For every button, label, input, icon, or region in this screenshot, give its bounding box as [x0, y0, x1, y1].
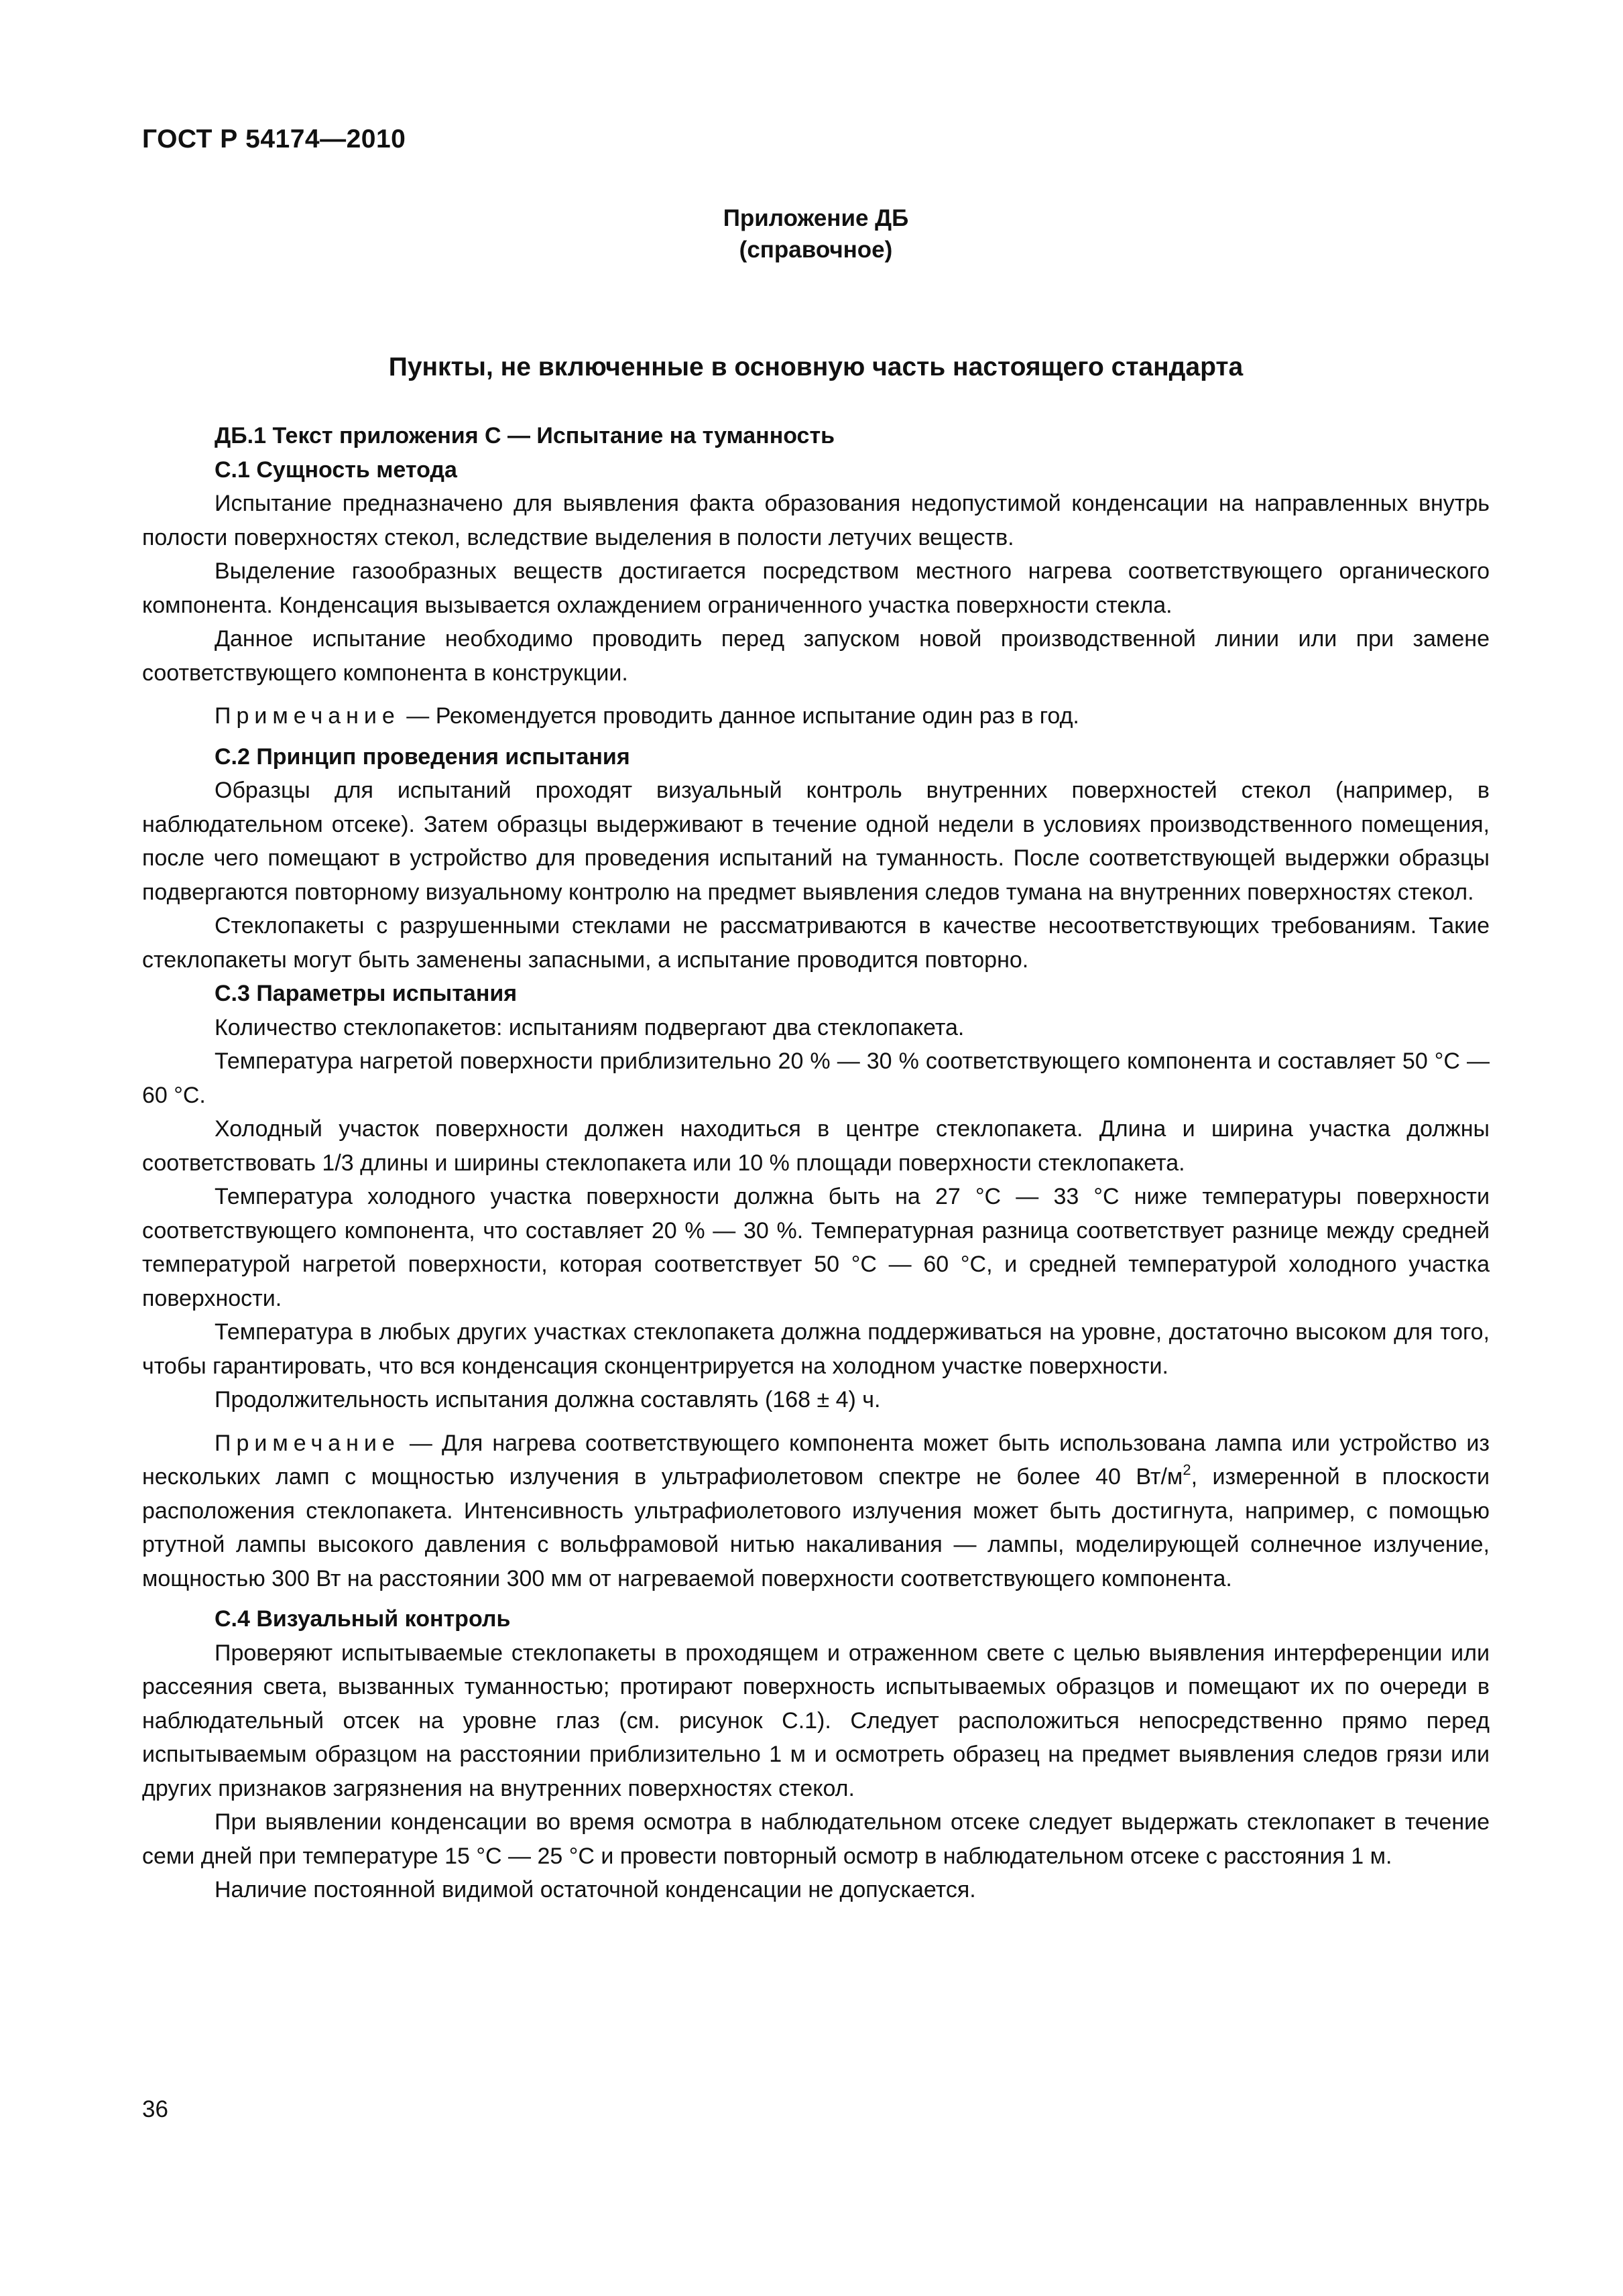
- document-code-header: ГОСТ Р 54174—2010: [142, 125, 406, 154]
- clause-c1-heading: С.1 Сущность метода: [215, 457, 457, 483]
- clause-c3-paragraph-1: Количество стеклопакетов: испытаниям подвергают два стеклопакета.: [215, 1014, 965, 1040]
- clause-c4-paragraph-1: Проверяют испытываемые стеклопакеты в проходящем и отраженном свете с целью выявления интерференции или рассеяния света, вызванных туманностью; протирают поверхность испытываемых образцов и помещают их по очереди в наблюдательный отсек на уровне глаз (см. рисунок С.1). Следует расположиться непосредственно прямо перед испытываемым образцом на расстоянии приблизительно 1 м и осмотреть образец на предмет выявления следов грязи или других признаков загрязнения на внутренних поверхностях стекол.: [142, 1640, 1490, 1801]
- clause-c4-paragraph-3: Наличие постоянной видимой остаточной конденсации не допускается.: [215, 1877, 976, 1902]
- appendix-title: Приложение ДБ: [723, 205, 909, 231]
- clause-c2-paragraph-2: Стеклопакеты с разрушенными стеклами не рассматриваются в качестве несоответствующих требованиям. Такие стеклопакеты могут быть заменены запасными, а испытание проводится повторно.: [142, 913, 1490, 973]
- note-label: Примечание: [215, 703, 400, 729]
- clause-db1-heading: ДБ.1 Текст приложения С — Испытание на туманность: [215, 423, 835, 448]
- document-body: [142, 419, 1490, 1907]
- clause-c1-paragraph-3: Данное испытание необходимо проводить перед запуском новой производственной линии или при замене соответствующего компонента в конструкции.: [142, 626, 1490, 686]
- note-superscript: 2: [1183, 1461, 1191, 1478]
- clause-c3-note: [142, 1427, 1490, 1596]
- clause-c3-paragraph-2: Температура нагретой поверхности приблизительно 20 % — 30 % соответствующего компонента и составляет 50 °С — 60 °С.: [142, 1048, 1490, 1108]
- clause-c2-paragraph-1: Образцы для испытаний проходят визуальный контроль внутренних поверхностей стекол (например, в наблюдательном отсеке). Затем образцы выдерживают в течение одной недели в условиях производственного помещения, после чего помещают в устройство для проведения испытаний на туманность. После соответствующей выдержки образцы подвергаются повторному визуальному контролю на предмет выявления следов тумана на внутренних поверхностях стекол.: [142, 778, 1490, 905]
- clause-c3-paragraph-3: Холодный участок поверхности должен находиться в центре стеклопакета. Длина и ширина участка должны соответствовать 1/3 длины и ширины стеклопакета или 10 % площади поверхности стеклопакета.: [142, 1116, 1490, 1176]
- clause-c4-heading: С.4 Визуальный контроль: [215, 1606, 511, 1632]
- clause-c3-heading: С.3 Параметры испытания: [215, 981, 518, 1006]
- clause-c1-paragraph-2: Выделение газообразных веществ достигается посредством местного нагрева соответствующего органического компонента. Конденсация вызывается охлаждением ограниченного участка поверхности стекла.: [142, 558, 1490, 618]
- clause-c1-note: [142, 699, 1490, 733]
- clause-c2-heading: С.2 Принцип проведения испытания: [215, 743, 630, 770]
- note-text-part-1: — Для нагрева соответствующего компонента может быть использована лампа или устройство из нескольких ламп с мощностью излучения в ультрафиолетовом спектре не более 40 Вт/м: [142, 1430, 1490, 1490]
- clause-c4-paragraph-2: При выявлении конденсации во время осмотра в наблюдательном отсеке следует выдержать стеклопакет в течение семи дней при температуре 15 °С — 25 °С и провести повторный осмотр в наблюдательном отсеке с расстояния 1 м.: [142, 1809, 1490, 1869]
- note-label: Примечание: [215, 1430, 400, 1456]
- page-number: 36: [142, 2096, 168, 2122]
- appendix-kind: (справочное): [739, 237, 893, 263]
- clause-c3-paragraph-5: Температура в любых других участках стеклопакета должна поддерживаться на уровне, достаточно высоком для того, чтобы гарантировать, что вся конденсация сконцентрируется на холодном участке поверхности.: [142, 1319, 1490, 1379]
- section-title: Пункты, не включенные в основную часть настоящего стандарта: [388, 353, 1244, 381]
- appendix-heading: [142, 202, 1490, 265]
- clause-c3-paragraph-6: Продолжительность испытания должна составлять (168 ± 4) ч.: [215, 1387, 881, 1412]
- clause-c1-paragraph-1: Испытание предназначено для выявления факта образования недопустимой конденсации на направленных внутрь полости поверхностях стекол, вследствие выделения в полости летучих веществ.: [142, 491, 1490, 550]
- note-text-part-2: , измеренной в плоскости расположения стеклопакета. Интенсивность ультрафиолетового излучения может быть достигнута, например, с помощью ртутной лампы высокого давления с вольфрамовой нитью накаливания — лампы, моделирующей солнечное излучение, мощностью 300 Вт на расстоянии 300 мм от нагреваемой поверхности соответствующего компонента.: [142, 1464, 1490, 1591]
- clause-c3-paragraph-4: Температура холодного участка поверхности должна быть на 27 °С — 33 °С ниже температуры поверхности соответствующего компонента, что составляет 20 % — 30 %. Температурная разница соответствует разнице между средней температурой нагретой поверхности, которая соответствует 50 °С — 60 °С, и средней температурой холодного участка поверхности.: [142, 1184, 1490, 1311]
- note-text: — Рекомендуется проводить данное испытание один раз в год.: [400, 703, 1079, 729]
